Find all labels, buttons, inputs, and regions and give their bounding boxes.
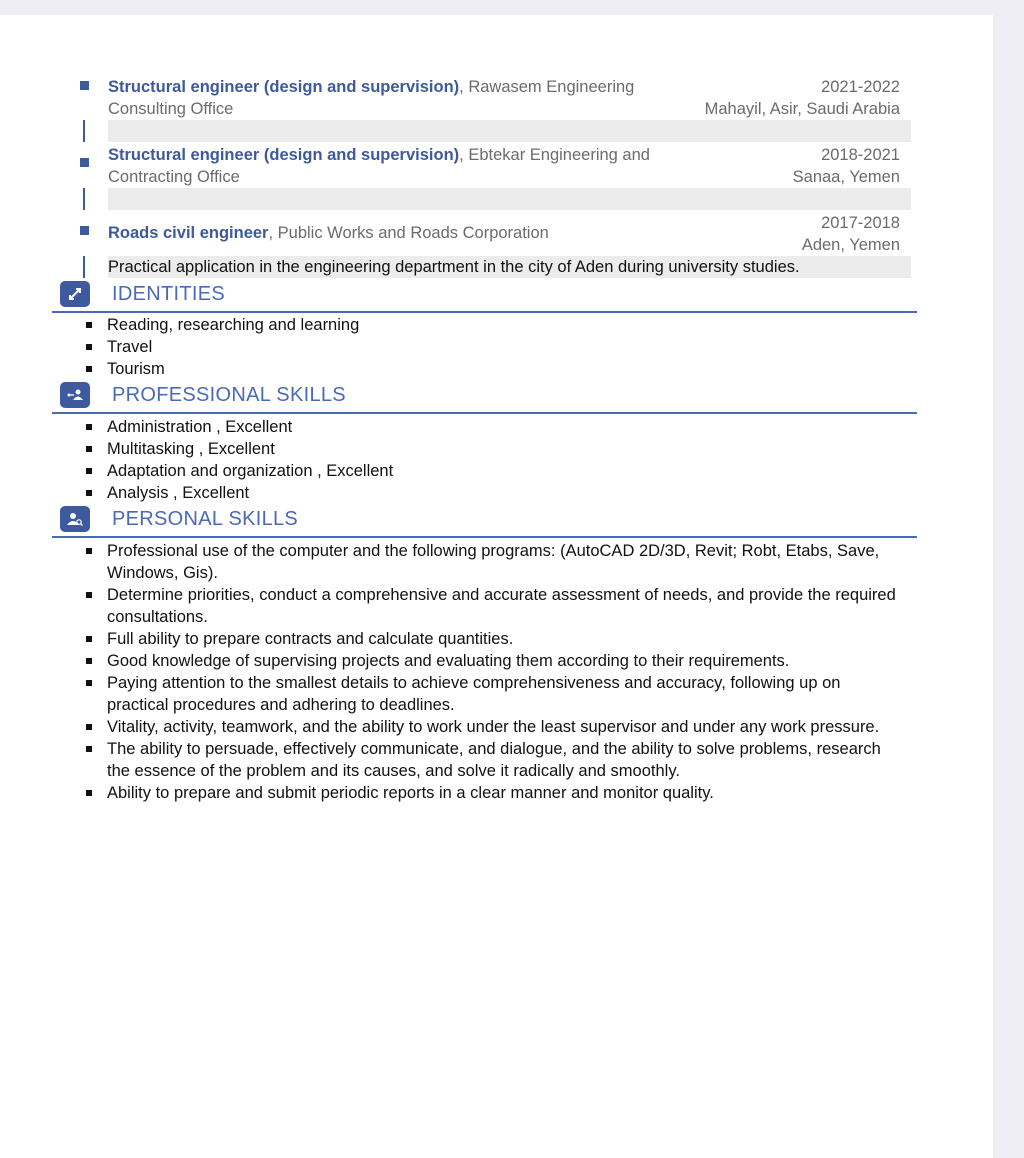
list-item: Travel [86,336,906,358]
description-band [108,120,911,142]
list-item: Good knowledge of supervising projects and evaluating them according to their requirements. [86,650,904,672]
job-years: 2021-2022 [821,78,900,96]
professional-skills-icon [60,382,90,408]
job-years: 2018-2021 [821,146,900,164]
job-location: Aden, Yemen [801,236,900,254]
job-org-cont: Contracting Office [108,168,240,186]
job-title: Structural engineer (design and supervision) [108,78,460,96]
timeline-line [83,256,85,278]
list-item: Multitasking , Excellent [86,438,906,460]
list-item: Professional use of the computer and the following programs: (AutoCAD 2D/3D, Revit; Robt, Etabs, Save, Windows, Gis). [86,540,904,584]
timeline-bullet [80,158,89,167]
section-title-identities: IDENTITIES [112,283,226,305]
job-location: Sanaa, Yemen [792,168,900,186]
timeline-bullet [80,81,89,90]
identities-list [86,314,906,380]
job-location: Mahayil, Asir, Saudi Arabia [704,100,900,118]
list-item: The ability to persuade, effectively communicate, and dialogue, and the ability to solve problems, research the essence of the problem and its causes, and solve it radically and smoothly. [86,738,904,782]
job-entry-2-line1 [108,144,650,166]
section-rule [52,311,917,313]
professional-skills-list [86,416,906,504]
job-org: , Public Works and Roads Corporation [268,224,549,242]
list-item: Tourism [86,358,906,380]
job-title: Structural engineer (design and supervision) [108,146,460,164]
list-item: Paying attention to the smallest details to achieve comprehensiveness and accuracy, following up on practical procedures and adhering to deadlines. [86,672,904,716]
job-entry-1-line1 [108,76,634,98]
list-item: Ability to prepare and submit periodic reports in a clear manner and monitor quality. [86,782,904,804]
job-years: 2017-2018 [821,214,900,232]
identities-icon [60,281,90,307]
timeline-line [83,120,85,142]
list-item: Adaptation and organization , Excellent [86,460,906,482]
description-band [108,188,911,210]
list-item: Analysis , Excellent [86,482,906,504]
job-org: , Ebtekar Engineering and [459,146,650,164]
list-item: Administration , Excellent [86,416,906,438]
timeline-line [83,188,85,210]
section-title-professional-skills: PROFESSIONAL SKILLS [112,384,346,406]
list-item: Determine priorities, conduct a comprehensive and accurate assessment of needs, and provide the required consultations. [86,584,904,628]
personal-skills-list [86,540,904,804]
job-org: , Rawasem Engineering [459,78,635,96]
section-rule [52,412,917,414]
list-item: Reading, researching and learning [86,314,906,336]
job-entry-3-line1 [108,222,549,244]
list-item: Vitality, activity, teamwork, and the ability to work under the least supervisor and under any work pressure. [86,716,904,738]
timeline-bullet [80,226,89,235]
job-org-cont: Consulting Office [108,100,234,118]
personal-skills-icon [60,506,90,532]
section-title-personal-skills: PERSONAL SKILLS [112,508,299,530]
job-title: Roads civil engineer [108,224,269,242]
list-item: Full ability to prepare contracts and calculate quantities. [86,628,904,650]
section-rule [52,536,917,538]
job-description: Practical application in the engineering department in the city of Aden during university studies. [108,256,911,278]
